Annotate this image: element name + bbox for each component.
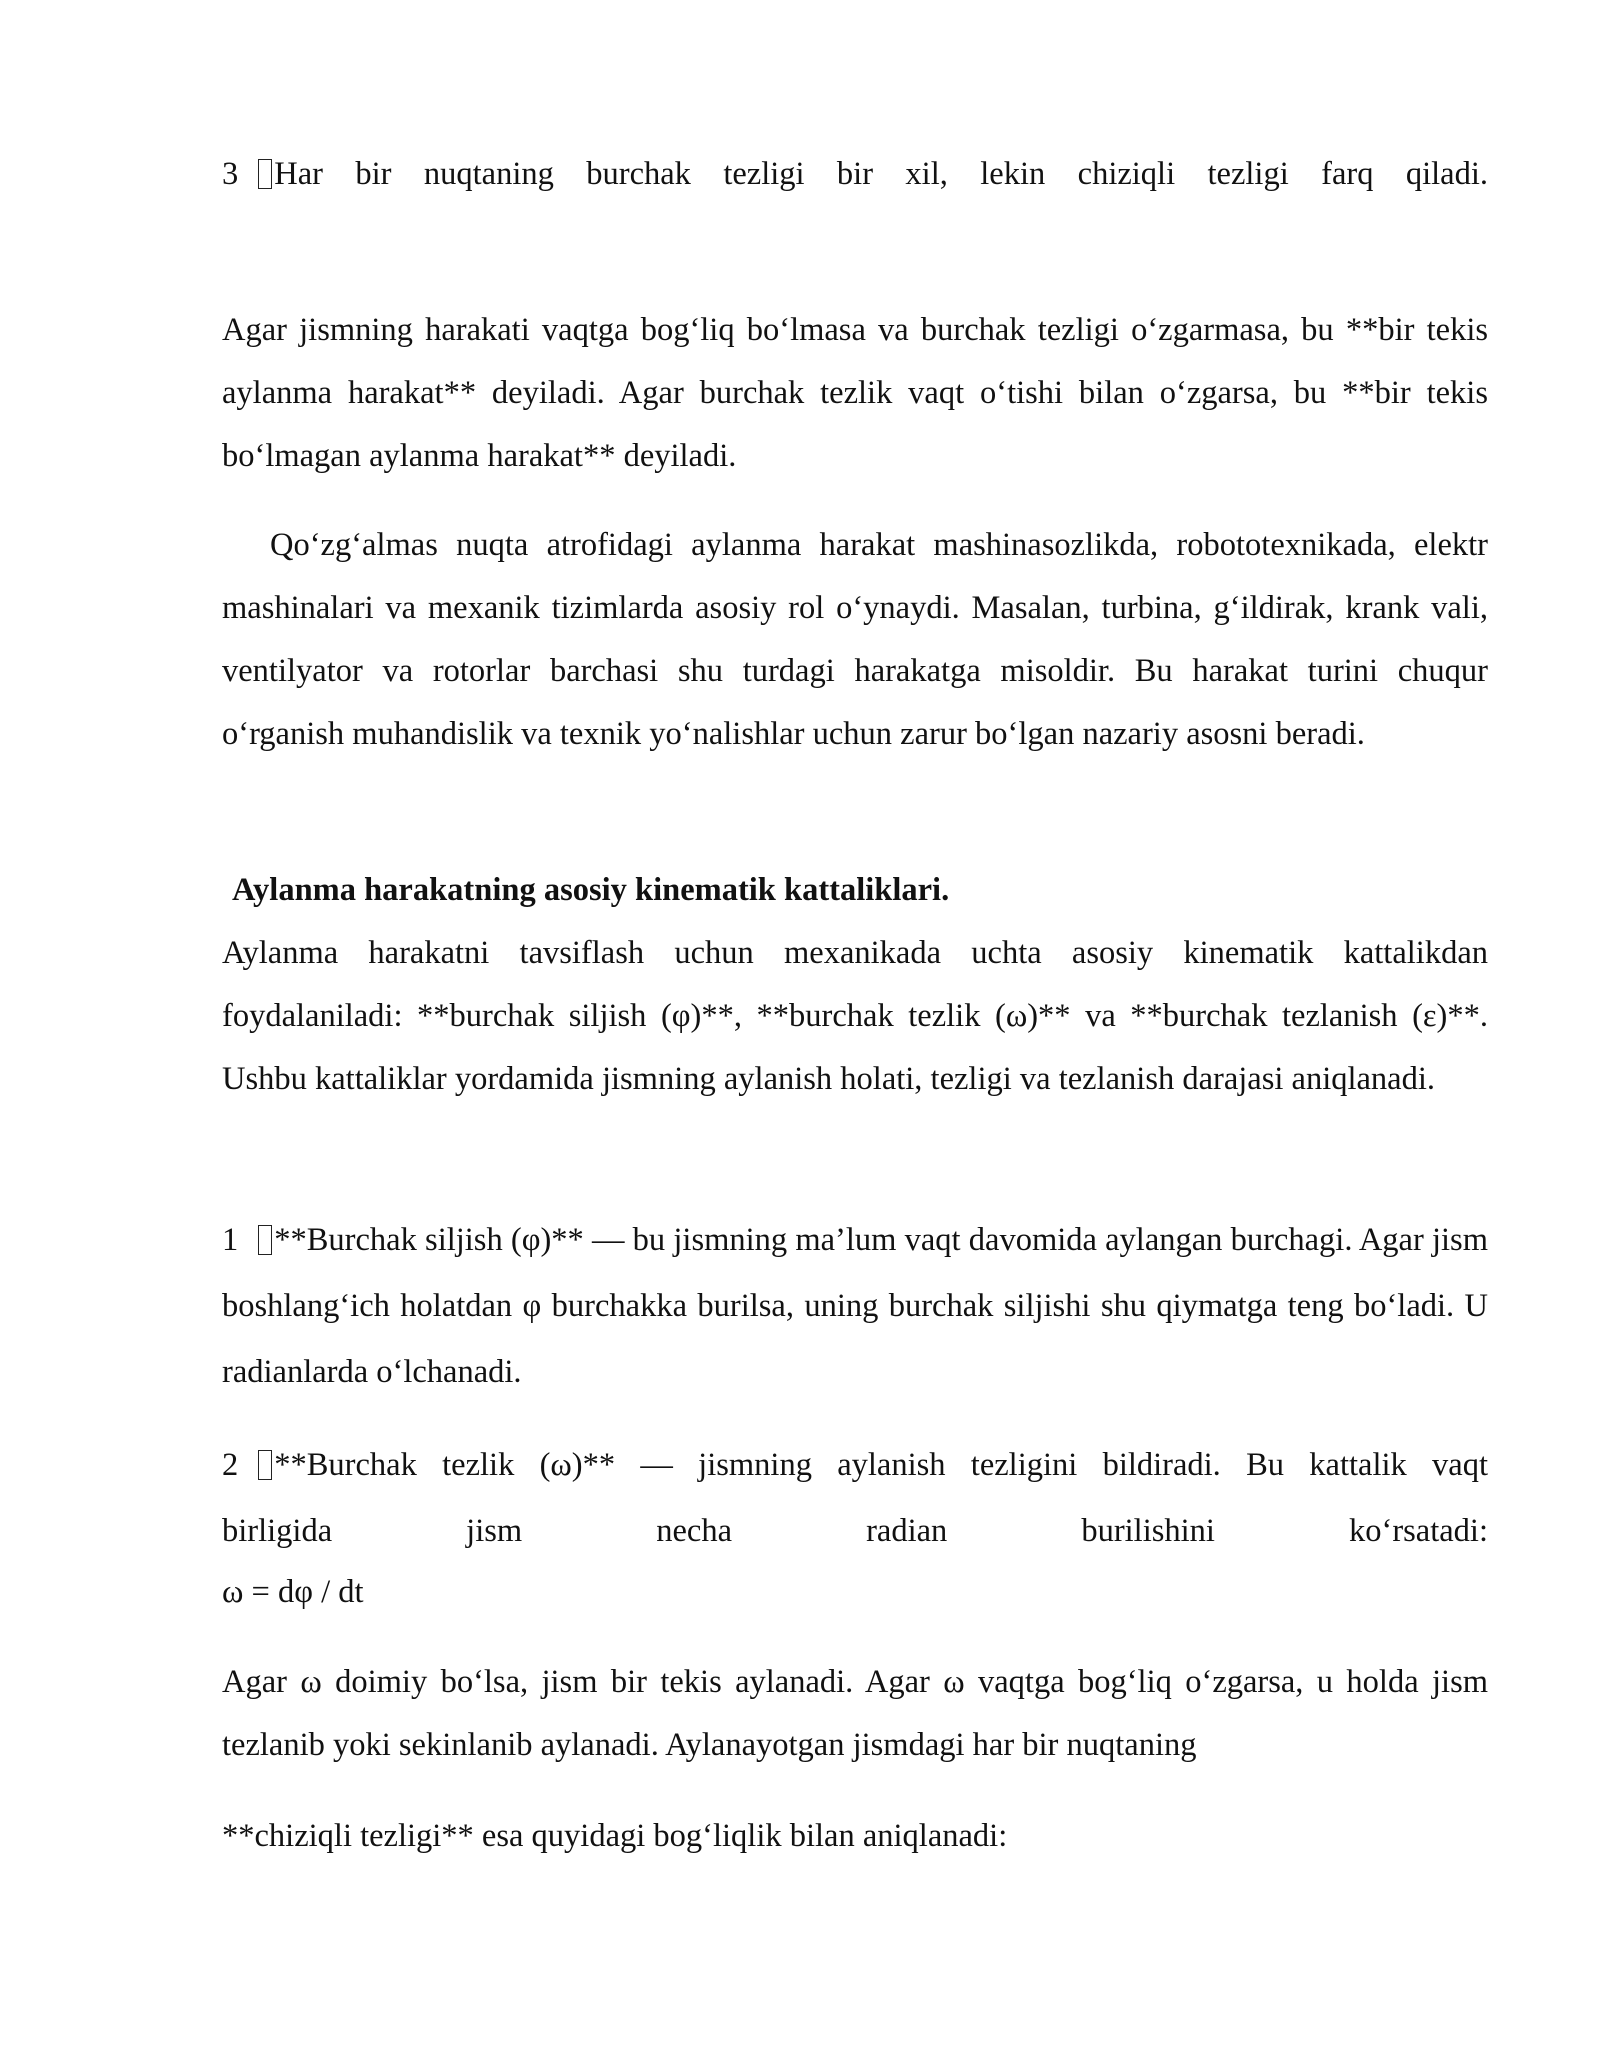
list-item-text-line2: birligida jism necha radian burilishini ko‘rsatadi: <box>222 1513 1488 1549</box>
paragraph-kinematic-quantities: Aylanma harakatni tavsiflash uchun mexanikada uchta asosiy kinematik kattalikdan foydalaniladi: **burchak siljish (φ)**, **burchak tezlik (ω)** va **burchak tezlanish (ε)**. Ushbu kattaliklar yordamida jismning aylanish holati, tezligi va tezlanish darajasi aniqlanadi. <box>222 935 1488 1097</box>
list-number: 1 <box>222 1222 239 1258</box>
list-number: 3 <box>222 156 239 192</box>
list-item-2 <box>222 1432 1488 1620</box>
paragraph-applications: Qo‘zg‘almas nuqta atrofidagi aylanma harakat mashinasozlikda, robototexnikada, elektr mashinalari va mexanik tizimlarda asosiy rol o‘ynaydi. Masalan, turbina, g‘ildirak, krank vali, ventilyator va rotorlar barchasi shu turdagi harakatga misoldir. Bu harakat turini chuqur o‘rganish muhandislik va texnik yo‘nalishlar uchun zarur bo‘lgan nazariy asosni beradi. <box>222 527 1488 752</box>
list-item-3 <box>222 143 1488 206</box>
missing-glyph-icon <box>258 1225 272 1255</box>
missing-glyph-icon <box>258 1450 272 1480</box>
document-page <box>222 0 1488 2070</box>
missing-glyph-icon <box>258 159 272 189</box>
list-item-text: Har bir nuqtaning burchak tezligi bir xil, lekin chiziqli tezligi farq qiladi. <box>274 156 1488 192</box>
section-heading: Aylanma harakatning asosiy kinematik kattaliklari. <box>232 872 950 908</box>
list-item-text: **Burchak siljish (φ)** — bu jismning ma’lum vaqt davomida aylangan burchagi. Agar jism boshlang‘ich holatdan φ burchakka burilsa, uning burchak siljishi shu qiymatga teng bo‘ladi. U radianlarda o‘lchanadi. <box>222 1222 1488 1390</box>
paragraph-linear-velocity: **chiziqli tezligi** esa quyidagi bog‘liqlik bilan aniqlanadi: <box>222 1818 1008 1854</box>
list-number: 2 <box>222 1447 239 1483</box>
list-item-1 <box>222 1207 1488 1405</box>
list-item-text: **Burchak tezlik (ω)** — jismning aylanish tezligini bildiradi. Bu kattalik vaqt <box>274 1447 1488 1483</box>
formula: ω = dφ / dt <box>222 1574 364 1610</box>
paragraph-angular-velocity: Agar ω doimiy bo‘lsa, jism bir tekis aylanadi. Agar ω vaqtga bog‘liq o‘zgarsa, u holda jism tezlanib yoki sekinlanib aylanadi. Aylanayotgan jismdagi har bir nuqtaning <box>222 1664 1488 1763</box>
paragraph-uniform-rotation: Agar jismning harakati vaqtga bog‘liq bo‘lmasa va burchak tezligi o‘zgarmasa, bu **bir tekis aylanma harakat** deyiladi. Agar burchak tezlik vaqt o‘tishi bilan o‘zgarsa, bu **bir tekis bo‘lmagan aylanma harakat** deyiladi. <box>222 312 1488 474</box>
